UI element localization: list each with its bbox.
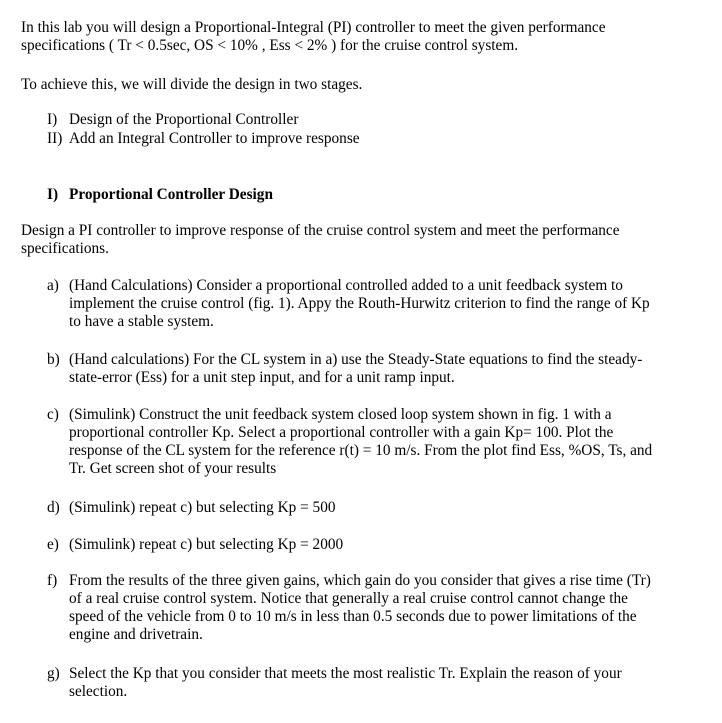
intro-line: In this lab you will design a Proportional-Integral (PI) controller to meet the given performance xyxy=(21,19,606,36)
task-line: (Hand Calculations) Consider a proportional controlled added to a unit feedback system to xyxy=(69,277,623,294)
stage-marker: I) xyxy=(47,111,58,128)
section-heading-marker: I) xyxy=(47,186,59,203)
task-line: selection. xyxy=(69,683,128,700)
task-line: (Simulink) Construct the unit feedback system closed loop system shown in fig. 1 with a xyxy=(69,406,612,423)
task-marker: g) xyxy=(47,665,60,682)
design-paragraph xyxy=(21,222,620,258)
stage-text: Design of the Proportional Controller xyxy=(69,111,299,128)
task-marker: e) xyxy=(47,536,59,553)
task-line: From the results of the three given gains, which gain do you consider that gives a rise time (Tr) xyxy=(69,572,651,589)
intro-paragraph xyxy=(21,19,606,55)
design-line: specifications. xyxy=(21,240,109,257)
section-heading-text: Proportional Controller Design xyxy=(69,186,273,203)
task-marker: a) xyxy=(47,277,59,294)
stage-text: Add an Integral Controller to improve response xyxy=(69,130,360,147)
task-line: state-error (Ess) for a unit step input, and for a unit ramp input. xyxy=(69,369,455,386)
task-line: (Simulink) repeat c) but selecting Kp = 500 xyxy=(69,499,336,516)
task-line: Select the Kp that you consider that meets the most realistic Tr. Explain the reason of your xyxy=(69,665,622,682)
design-line: Design a PI controller to improve response of the cruise control system and meet the performance xyxy=(21,222,620,239)
task-marker: d) xyxy=(47,499,60,516)
task-line: Tr. Get screen shot of your results xyxy=(69,460,277,477)
task-line: to have a stable system. xyxy=(69,313,214,330)
task-line: implement the cruise control (fig. 1). Appy the Routh-Hurwitz criterion to find the range of Kp xyxy=(69,295,650,312)
task-line: proportional controller Kp. Select a proportional controller with a gain Kp= 100. Plot the xyxy=(69,424,614,441)
task-marker: c) xyxy=(47,406,59,423)
task-line: speed of the vehicle from 0 to 10 m/s in less than 0.5 seconds due to power limitations of the xyxy=(69,608,637,625)
task-line: engine and drivetrain. xyxy=(69,626,203,643)
intro-line: specifications ( Tr < 0.5sec, OS < 10% , Ess < 2% ) for the cruise control system. xyxy=(21,37,519,54)
stage-marker: II) xyxy=(47,130,63,147)
task-marker: f) xyxy=(47,572,58,589)
task-line: response of the CL system for the reference r(t) = 10 m/s. From the plot find Ess, %OS, Ts, and xyxy=(69,442,653,459)
task-line: of a real cruise control system. Notice that generally a real cruise control cannot change the xyxy=(69,590,628,607)
task-line: (Hand calculations) For the CL system in a) use the Steady-State equations to find the steady- xyxy=(69,351,643,368)
task-marker: b) xyxy=(47,351,60,368)
stages-intro: To achieve this, we will divide the design in two stages. xyxy=(21,76,363,93)
task-line: (Simulink) repeat c) but selecting Kp = 2000 xyxy=(69,536,344,553)
